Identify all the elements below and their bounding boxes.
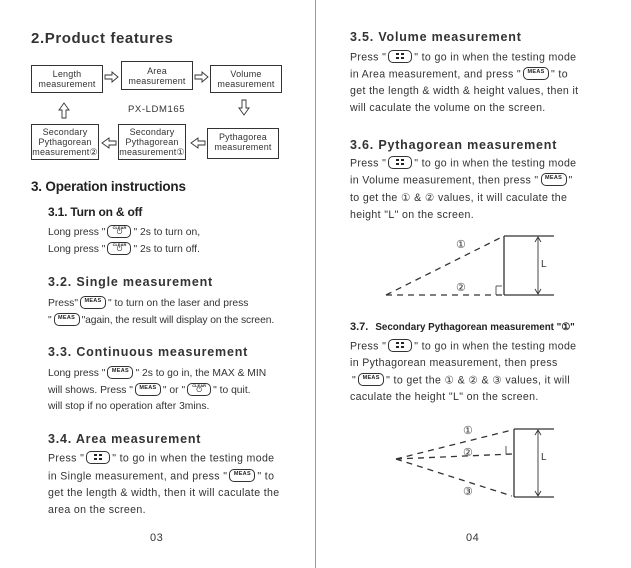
box-pythagorea-measurement: Pythagorea measurement: [207, 128, 279, 159]
heading-turn-on-off: 3.1. Turn on & off: [48, 205, 143, 219]
section-title-product-features: 2.Product features: [31, 30, 174, 47]
heading-pythagorean-measurement: 3.6. Pythagorean measurement: [350, 138, 558, 152]
text-area-1: Press " " to go in when the testing mode: [48, 452, 275, 465]
text-volume-4: will caculate the volume on the screen.: [350, 102, 546, 114]
text-secondary-1: Press " " to go in when the testing mode: [350, 340, 577, 353]
arrow-volume-to-pythagorea: [239, 100, 249, 115]
arrow-sec2-to-length: [59, 103, 69, 118]
clear-power-key-icon: CLEAR ⏻: [107, 242, 131, 255]
point-1-label: ①: [456, 239, 466, 251]
text-volume-1: Press " " to go in when the testing mode: [350, 51, 577, 64]
meas-key-icon: MEAS: [54, 313, 80, 326]
arrow-sec1-to-sec2: [102, 138, 116, 148]
secondary-pythagorean-figure: [316, 420, 631, 510]
page-04: [316, 0, 631, 568]
text-pythagorean-1: Press " " to go in when the testing mode: [350, 157, 577, 170]
meas-key-icon: MEAS: [135, 383, 161, 396]
arrow-area-to-volume: [195, 72, 208, 82]
point-3-label: ③: [463, 486, 473, 498]
point-1-label: ①: [463, 425, 473, 437]
text-area-4: area on the screen.: [48, 504, 146, 516]
page-03: [0, 0, 315, 568]
heading-secondary-pythagorean-1: 3.7. Secondary Pythagorean measurement "①": [350, 321, 575, 333]
box-secondary-pythagorean-1: Secondary Pythagorean measurement①: [118, 124, 186, 160]
height-l-label: L: [541, 259, 547, 270]
text-turn-off: Long press " CLEAR ⏻ " 2s to turn off.: [48, 242, 200, 256]
page-number-03: 03: [150, 532, 164, 544]
clear-power-key-icon: CLEAR ⏻: [107, 225, 131, 238]
point-2-label: ②: [463, 447, 473, 459]
height-l-label: L: [541, 452, 547, 463]
dashed-line-2: [396, 454, 512, 459]
meas-key-icon: MEAS: [541, 173, 567, 186]
box-length-measurement: Length measurement: [31, 65, 103, 93]
point-2-label: ②: [456, 282, 466, 294]
heading-volume-measurement: 3.5. Volume measurement: [350, 30, 522, 44]
dashed-line-1: [386, 237, 502, 295]
dashed-line-1: [396, 430, 512, 459]
pythagorean-figure: [316, 228, 631, 318]
dashed-line-3: [396, 459, 512, 496]
text-single-2: " MEAS "again, the result will display on the screen.: [48, 315, 275, 327]
arrow-length-to-area: [105, 72, 118, 82]
page-number-04: 04: [466, 532, 480, 544]
clear-power-key-icon: CLEAR ⏻: [187, 383, 211, 396]
diagram-arrows: [0, 0, 315, 170]
meas-key-icon: MEAS: [80, 296, 106, 309]
text-pythagorean-4: height "L" on the screen.: [350, 209, 475, 221]
heading-single-measurement: 3.2. Single measurement: [48, 275, 213, 289]
text-pythagorean-3: to get the ① & ② values, it will caculate the: [350, 192, 568, 204]
meas-key-icon: MEAS: [358, 373, 384, 386]
model-label: PX-LDM165: [128, 104, 186, 115]
mode-key-icon: [388, 339, 412, 352]
meas-key-icon: MEAS: [107, 366, 133, 379]
box-volume-measurement: Volume measurement: [210, 65, 282, 93]
text-volume-2: in Area measurement, and press " MEAS " to: [350, 68, 568, 81]
text-area-3: get the length & width, then it will caculate the: [48, 487, 280, 499]
text-continuous-3: will stop if no operation after 3mins.: [48, 401, 210, 412]
arrow-pythagorea-to-sec1: [191, 138, 205, 148]
mode-key-icon: [388, 50, 412, 63]
heading-continuous-measurement: 3.3. Continuous measurement: [48, 345, 249, 359]
section-title-operation-instructions: 3. Operation instructions: [31, 179, 186, 194]
box-area-measurement: Area measurement: [121, 61, 193, 90]
text-pythagorean-2: in Volume measurement, then press " MEAS ": [350, 174, 573, 187]
meas-key-icon: MEAS: [523, 67, 549, 80]
mode-key-icon: [86, 451, 110, 464]
text-area-2: in Single measurement, and press " MEAS " to: [48, 470, 275, 483]
text-turn-on: Long press " CLEAR ⏻ " 2s to turn on,: [48, 225, 201, 239]
text-secondary-3: " MEAS " to get the ① & ② & ③ values, it will: [352, 374, 571, 387]
text-volume-3: get the length & width & height values, then it: [350, 85, 579, 97]
heading-area-measurement: 3.4. Area measurement: [48, 432, 202, 446]
meas-key-icon: MEAS: [229, 469, 255, 482]
text-single-1: Press" MEAS " to turn on the laser and press: [48, 298, 249, 310]
text-continuous-2: will shows. Press " MEAS " or " CLEAR ⏻ " to quit.: [48, 383, 251, 397]
box-secondary-pythagorean-2: Secondary Pythagorean measurement②: [31, 124, 99, 160]
text-secondary-4: caculate the height "L" on the screen.: [350, 391, 539, 403]
mode-key-icon: [388, 156, 412, 169]
text-continuous-1: Long press " MEAS " 2s to go in, the MAX & MIN: [48, 368, 267, 380]
text-secondary-2: in Pythagorean measurement, then press: [350, 357, 558, 369]
